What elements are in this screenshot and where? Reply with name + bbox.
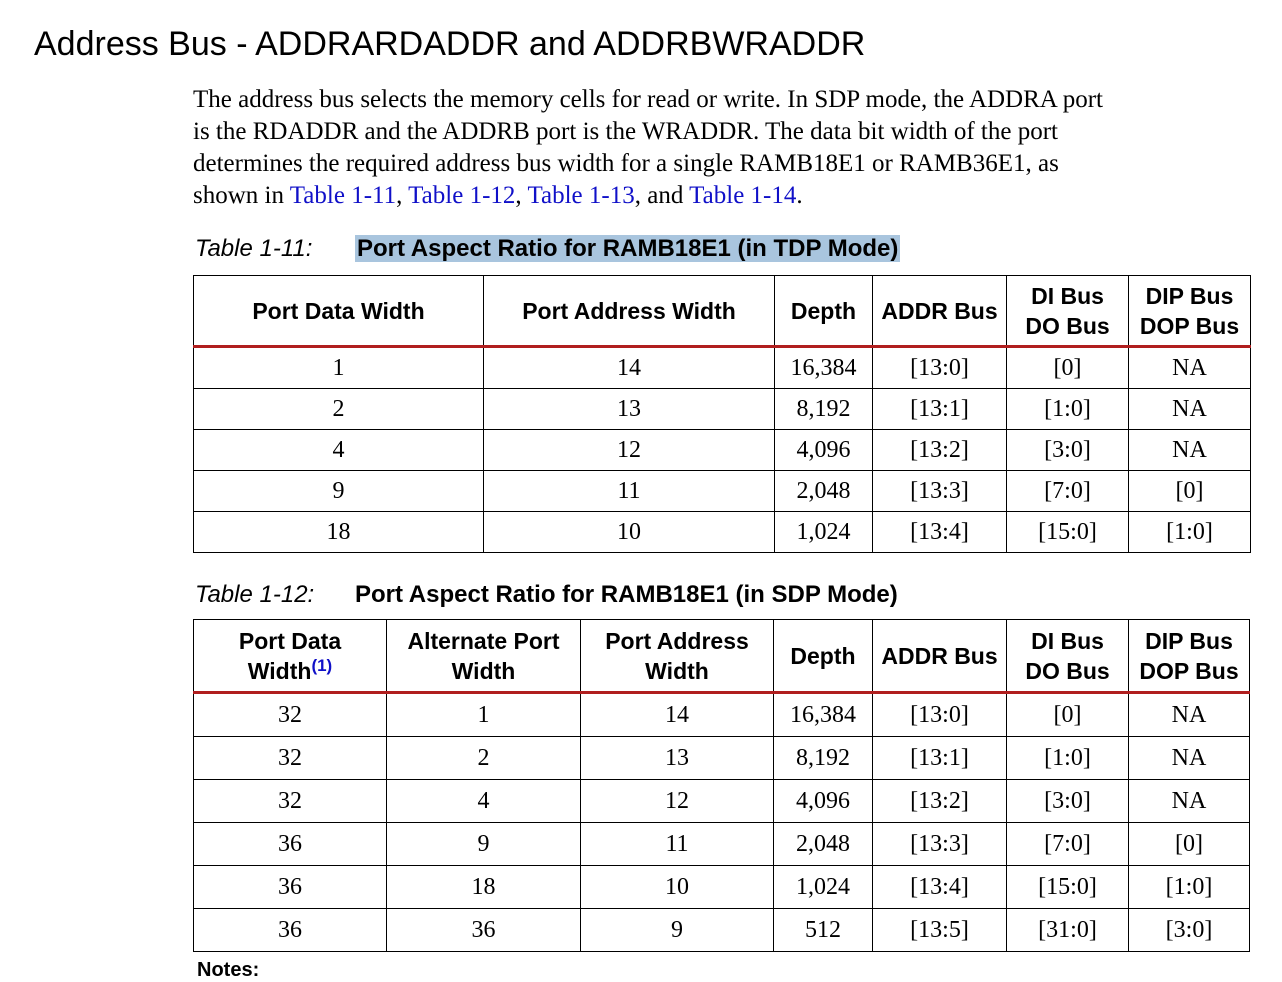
column-header xyxy=(774,620,873,693)
table-row xyxy=(194,347,1251,389)
column-header-text: DI Bus xyxy=(1031,627,1104,654)
table-cell: 1,024 xyxy=(774,866,873,909)
intro-text: . xyxy=(796,182,803,209)
table-cell: 2,048 xyxy=(775,471,873,512)
column-header-text: Port Data Width xyxy=(252,297,425,324)
table-cell: [13:4] xyxy=(873,512,1007,553)
intro-text: , xyxy=(515,182,528,209)
column-header-text: Port Address Width xyxy=(522,297,736,324)
intro-line: determines the required address bus width for a single RAMB18E1 or RAMB36E1, as xyxy=(193,150,1059,177)
table-cell: 9 xyxy=(387,823,581,866)
table-cell: 14 xyxy=(581,693,774,737)
column-header-text: Depth xyxy=(790,642,856,669)
table-cell: [13:2] xyxy=(873,430,1007,471)
table-cell: 16,384 xyxy=(774,693,873,737)
table-cell: 36 xyxy=(194,866,387,909)
table-cell: 36 xyxy=(194,909,387,952)
column-header-text: Port Data xyxy=(238,627,342,654)
table-cell: 12 xyxy=(581,780,774,823)
table-cell: [3:0] xyxy=(1007,430,1129,471)
column-header xyxy=(387,620,581,693)
intro-line: The address bus selects the memory cells for read or write. In SDP mode, the ADDRA port xyxy=(193,86,1103,113)
table-cell: [13:3] xyxy=(873,823,1007,866)
table-cell: 14 xyxy=(484,347,775,389)
table-row xyxy=(194,471,1251,512)
table-cell: [1:0] xyxy=(1007,389,1129,430)
table-row xyxy=(194,780,1250,823)
table-cell: 9 xyxy=(194,471,484,512)
link-table-1-12[interactable]: Table 1-12 xyxy=(408,182,516,209)
table-cell: 2 xyxy=(387,737,581,780)
column-header-text: Depth xyxy=(790,297,857,324)
column-header xyxy=(775,276,873,347)
table-row xyxy=(194,737,1250,780)
column-header xyxy=(873,620,1007,693)
table-cell: 1,024 xyxy=(775,512,873,553)
table-cell: 9 xyxy=(581,909,774,952)
table-cell: 18 xyxy=(194,512,484,553)
table-cell: [7:0] xyxy=(1007,823,1129,866)
footnote-marker[interactable]: (1) xyxy=(311,655,333,675)
table-cell: 13 xyxy=(581,737,774,780)
column-header-text: DO Bus xyxy=(1025,312,1110,339)
column-header xyxy=(194,276,484,347)
table-cell: 1 xyxy=(194,347,484,389)
column-header xyxy=(1129,276,1251,347)
table-cell: 36 xyxy=(194,823,387,866)
table-cell: 512 xyxy=(774,909,873,952)
table-1-11-caption xyxy=(195,234,900,264)
table-header-row xyxy=(194,620,1250,693)
table-cell: [1:0] xyxy=(1129,866,1250,909)
table-cell: [13:2] xyxy=(873,780,1007,823)
table-cell: [13:4] xyxy=(873,866,1007,909)
column-header-text: DO Bus xyxy=(1025,657,1110,684)
table-cell: [0] xyxy=(1007,693,1129,737)
table-cell: [7:0] xyxy=(1007,471,1129,512)
table-title: Port Aspect Ratio for RAMB18E1 (in TDP Mode) xyxy=(357,235,899,262)
link-table-1-14[interactable]: Table 1-14 xyxy=(689,182,797,209)
table-cell: [13:5] xyxy=(873,909,1007,952)
column-header xyxy=(581,620,774,693)
column-header xyxy=(484,276,775,347)
table-cell: [1:0] xyxy=(1007,737,1129,780)
table-cell: [3:0] xyxy=(1007,780,1129,823)
table-cell: 32 xyxy=(194,780,387,823)
table-number: Table 1-12: xyxy=(195,581,315,608)
table-cell: NA xyxy=(1129,389,1251,430)
intro-paragraph xyxy=(193,84,1263,212)
table-cell: [0] xyxy=(1129,471,1251,512)
table-cell: 16,384 xyxy=(775,347,873,389)
table-cell: 8,192 xyxy=(774,737,873,780)
table-1-11 xyxy=(193,275,1251,553)
table-1-12 xyxy=(193,619,1250,952)
table-number: Table 1-11: xyxy=(195,235,313,262)
table-row xyxy=(194,512,1251,553)
table-row xyxy=(194,866,1250,909)
table-cell: NA xyxy=(1129,430,1251,471)
column-header xyxy=(1007,620,1129,693)
table-cell: NA xyxy=(1129,780,1250,823)
table-cell: 32 xyxy=(194,693,387,737)
table-cell: 11 xyxy=(581,823,774,866)
table-cell: 18 xyxy=(387,866,581,909)
section-heading: Address Bus - ADDRARDADDR and ADDRBWRADDR xyxy=(34,25,866,63)
intro-line xyxy=(193,180,1263,212)
table-cell: 2,048 xyxy=(774,823,873,866)
table-row xyxy=(194,823,1250,866)
table-cell: 32 xyxy=(194,737,387,780)
intro-text: , xyxy=(396,182,409,209)
table-cell: [13:1] xyxy=(873,389,1007,430)
table-cell: [15:0] xyxy=(1007,512,1129,553)
table-title: Port Aspect Ratio for RAMB18E1 (in SDP Mode) xyxy=(355,581,898,608)
intro-text: shown in xyxy=(193,182,290,209)
column-header-text: DIP Bus xyxy=(1145,282,1234,309)
link-table-1-11[interactable]: Table 1-11 xyxy=(289,182,397,209)
table-cell: 10 xyxy=(581,866,774,909)
table-cell: [1:0] xyxy=(1129,512,1251,553)
table-cell: [3:0] xyxy=(1129,909,1250,952)
table-cell: [15:0] xyxy=(1007,866,1129,909)
column-header xyxy=(194,620,387,693)
column-header-text: DIP Bus xyxy=(1145,627,1233,654)
table-cell: 4,096 xyxy=(775,430,873,471)
table-1-12-caption xyxy=(195,580,898,610)
link-table-1-13[interactable]: Table 1-13 xyxy=(527,182,635,209)
table-header-row xyxy=(194,276,1251,347)
column-header-text: Width xyxy=(247,657,312,684)
table-cell: [0] xyxy=(1007,347,1129,389)
column-header-text: DOP Bus xyxy=(1139,657,1239,684)
table-cell: [13:1] xyxy=(873,737,1007,780)
intro-line: is the RDADDR and the ADDRB port is the WRADDR. The data bit width of the port xyxy=(193,118,1058,145)
column-header-text: Port Address xyxy=(605,627,749,654)
column-header-text: Width xyxy=(451,657,516,684)
table-cell: [0] xyxy=(1129,823,1250,866)
column-header-text: Alternate Port xyxy=(407,627,560,654)
table-cell: 4,096 xyxy=(774,780,873,823)
table-cell: 8,192 xyxy=(775,389,873,430)
table-cell: NA xyxy=(1129,693,1250,737)
table-cell: [13:3] xyxy=(873,471,1007,512)
table-cell: 2 xyxy=(194,389,484,430)
table-row xyxy=(194,430,1251,471)
table-row xyxy=(194,693,1250,737)
column-header xyxy=(873,276,1007,347)
table-cell: 36 xyxy=(387,909,581,952)
column-header xyxy=(1007,276,1129,347)
column-header-text: DOP Bus xyxy=(1139,312,1240,339)
table-cell: NA xyxy=(1129,347,1251,389)
table-cell: 12 xyxy=(484,430,775,471)
table-cell: 1 xyxy=(387,693,581,737)
column-header-text: DI Bus xyxy=(1031,282,1104,309)
table-row xyxy=(194,909,1250,952)
table-row xyxy=(194,389,1251,430)
column-header-text: Width xyxy=(645,657,709,684)
table-cell: [31:0] xyxy=(1007,909,1129,952)
table-cell: [13:0] xyxy=(873,693,1007,737)
table-cell: NA xyxy=(1129,737,1250,780)
table-cell: 4 xyxy=(194,430,484,471)
column-header-text: ADDR Bus xyxy=(881,297,998,324)
table-cell: 13 xyxy=(484,389,775,430)
table-cell: 11 xyxy=(484,471,775,512)
table-cell: [13:0] xyxy=(873,347,1007,389)
column-header xyxy=(1129,620,1250,693)
table-cell: 10 xyxy=(484,512,775,553)
notes-label: Notes: xyxy=(197,959,260,981)
column-header-text: ADDR Bus xyxy=(881,642,998,669)
table-cell: 4 xyxy=(387,780,581,823)
intro-text: , and xyxy=(634,182,690,209)
